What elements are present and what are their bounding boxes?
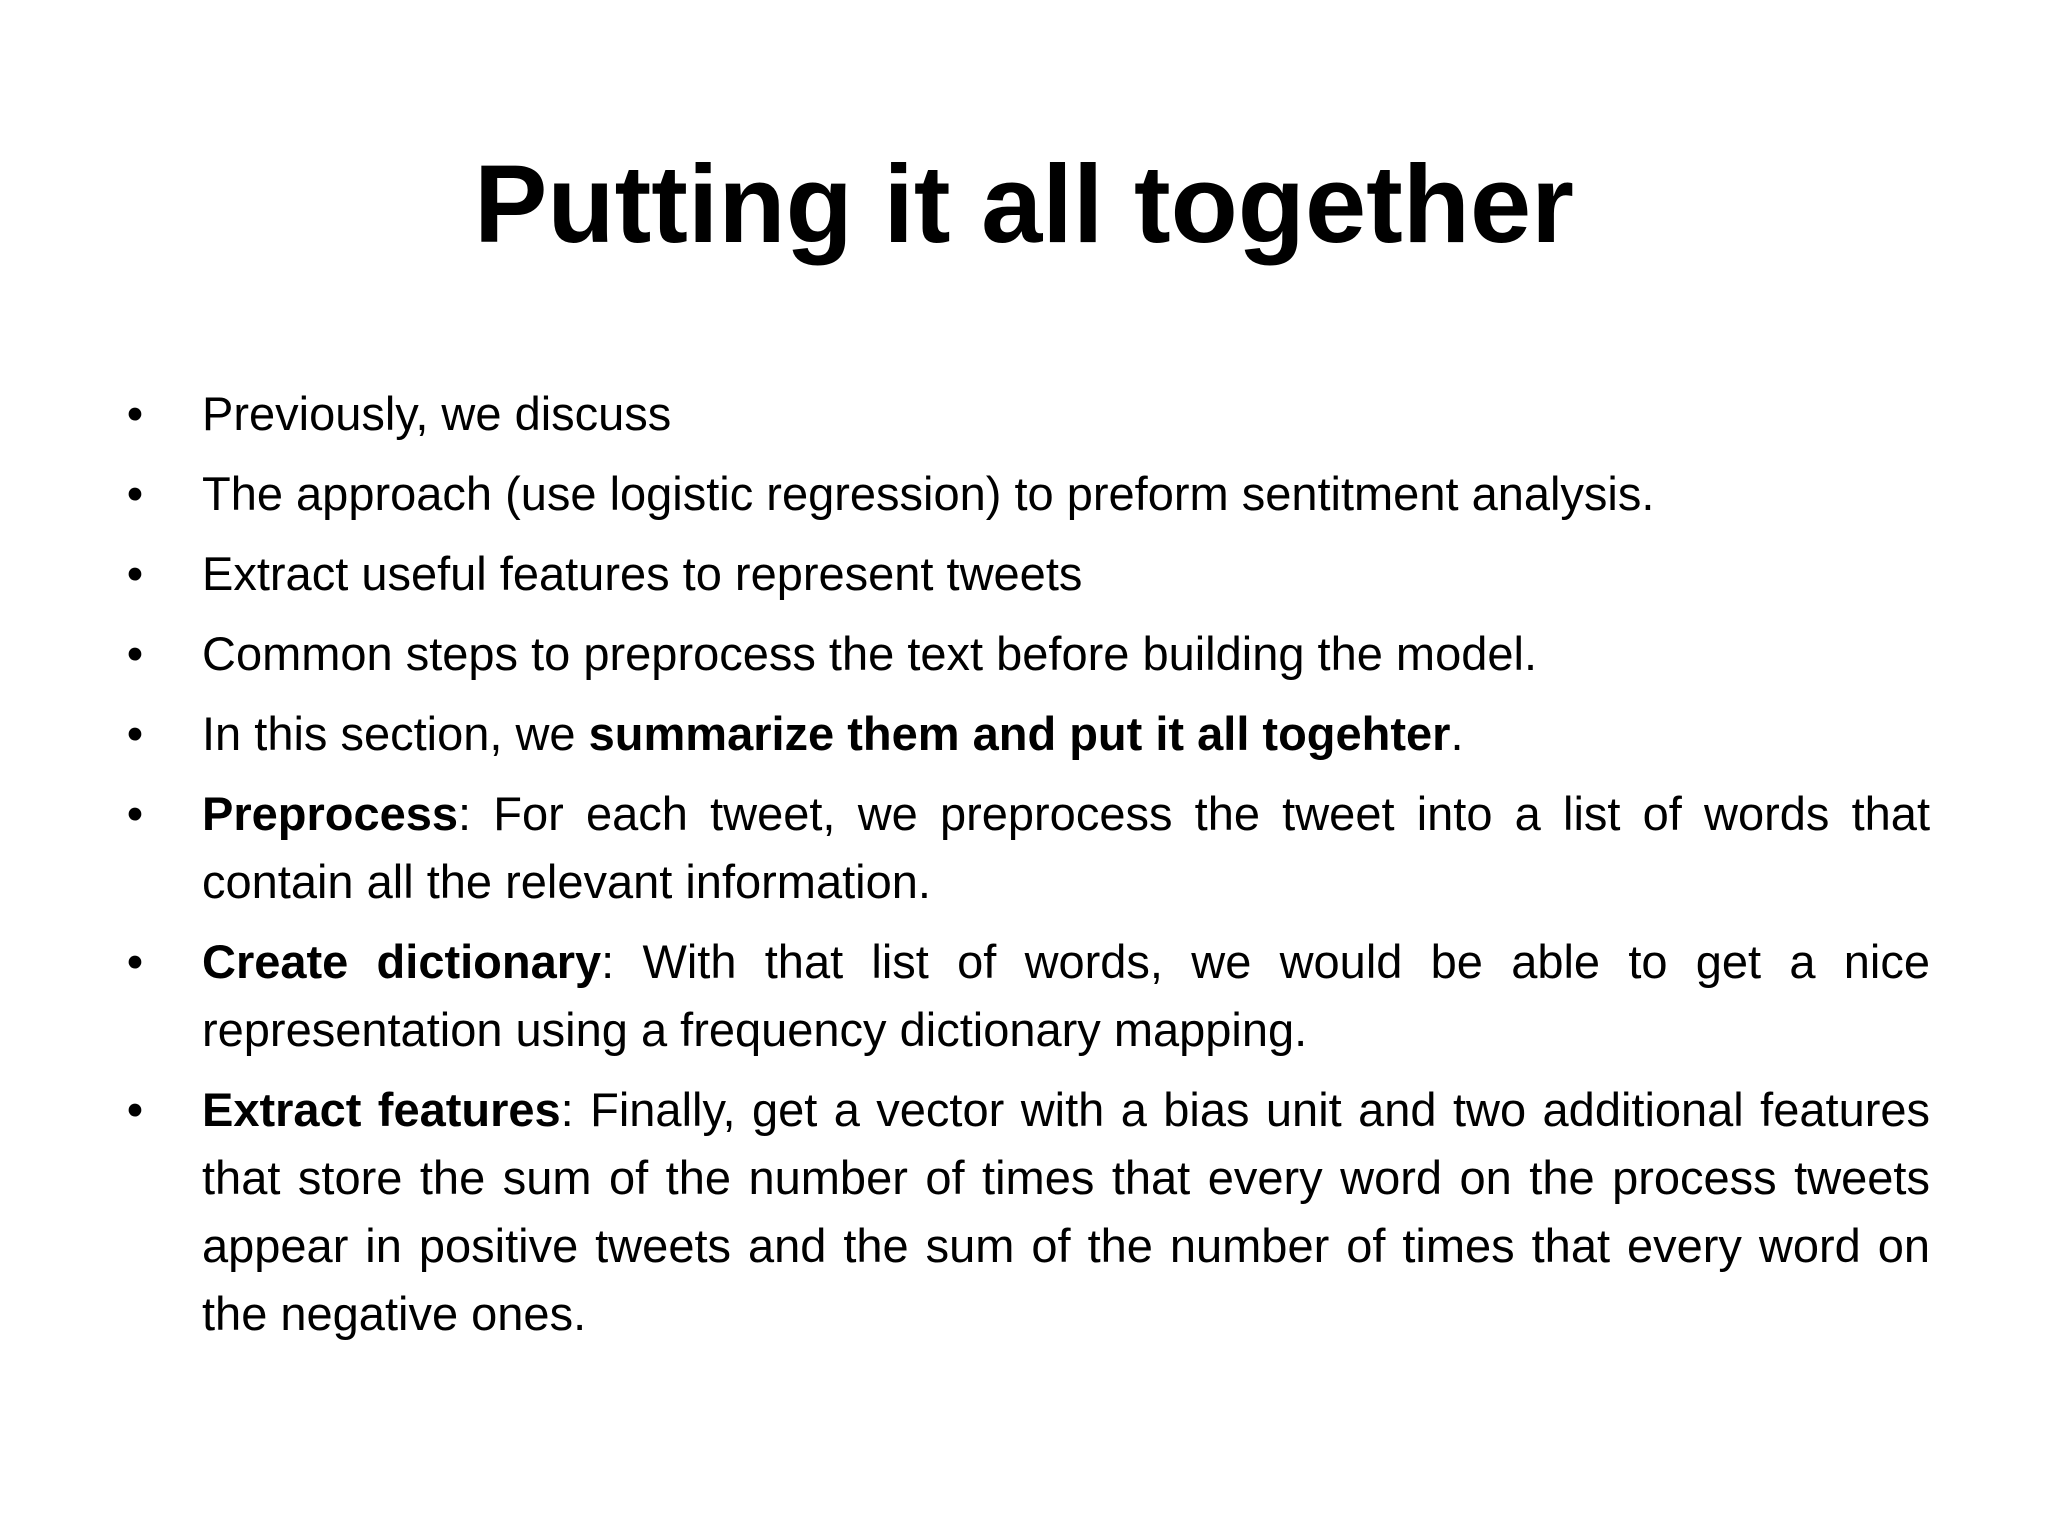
bullet-item — [120, 540, 1930, 608]
bullet-dot-icon: • — [126, 547, 144, 600]
bullet-dot-icon: • — [126, 467, 144, 520]
bullet-item — [120, 700, 1930, 768]
bullet-text-suffix: . — [1450, 707, 1464, 760]
bullet-text: : For each tweet, we preprocess the tweet into a list of words that contain all the relevant information. — [202, 787, 1930, 908]
bullet-text: Extract useful features to represent tweets — [202, 547, 1083, 600]
bullet-item — [120, 928, 1930, 1064]
bullet-dot-icon: • — [126, 707, 144, 760]
bullet-dot-icon: • — [126, 935, 144, 988]
bullet-text: Previously, we discuss — [202, 387, 672, 440]
bullet-text-prefix: In this section, we — [202, 707, 589, 760]
bullet-text: Common steps to preprocess the text before building the model. — [202, 627, 1538, 680]
bullet-term-extract-features: Extract features — [202, 1083, 561, 1136]
bullet-dot-icon: • — [126, 787, 144, 840]
slide-title: Putting it all together — [474, 143, 1574, 266]
bullet-text: The approach (use logistic regression) to preform sentitment analysis. — [202, 467, 1655, 520]
bullet-item — [120, 1076, 1930, 1348]
bullet-list — [120, 380, 1930, 1360]
bullet-term-create-dictionary: Create dictionary — [202, 935, 602, 988]
bullet-dot-icon: • — [126, 387, 144, 440]
bullet-item — [120, 620, 1930, 688]
bullet-item — [120, 780, 1930, 916]
bullet-dot-icon: • — [126, 627, 144, 680]
bullet-dot-icon: • — [126, 1083, 144, 1136]
bullet-item — [120, 380, 1930, 448]
bullet-text: : With that list of words, we would be able to get a nice representation using a frequency dictionary mapping. — [202, 935, 1930, 1056]
bullet-text: : Finally, get a vector with a bias unit and two additional features that store the sum of the number of times that every word on the process tweets appear in positive tweets and the sum of the number of times that every word on the negative ones. — [202, 1083, 1931, 1340]
bullet-text-bold: summarize them and put it all togehter — [588, 707, 1451, 760]
bullet-item — [120, 460, 1930, 528]
bullet-term-preprocess: Preprocess — [202, 787, 459, 840]
